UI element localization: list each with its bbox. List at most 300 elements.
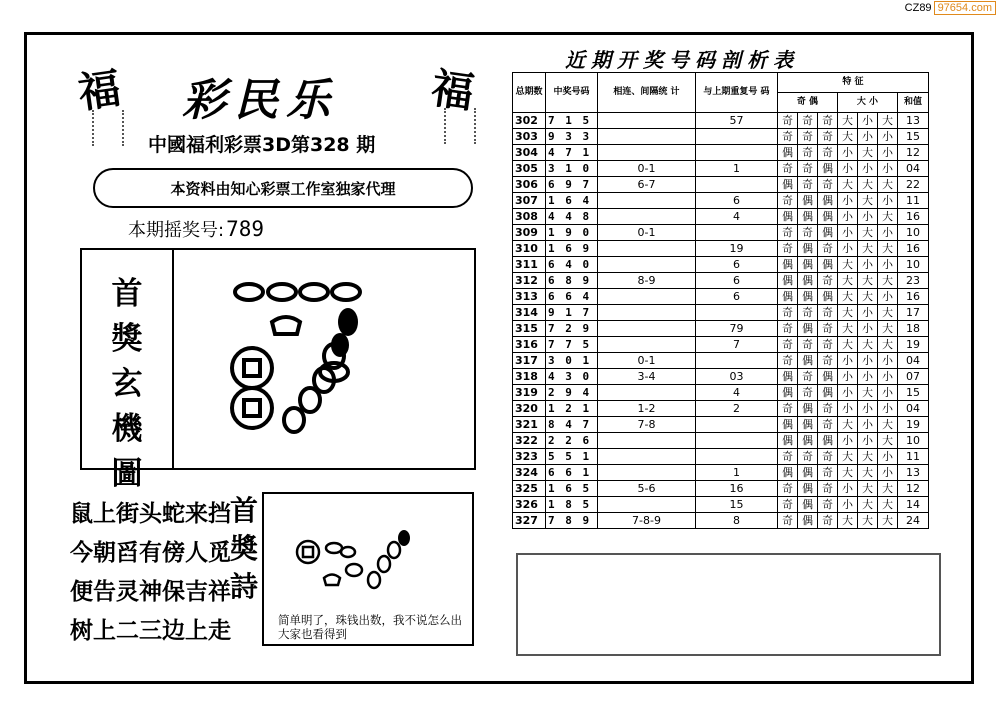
poem-line: 树上二三边上走 bbox=[70, 618, 231, 644]
big-small-cell: 大 bbox=[838, 417, 858, 433]
small-coins-illustration bbox=[294, 528, 424, 598]
table-row bbox=[513, 481, 929, 497]
relation-cell: 6-7 bbox=[598, 177, 696, 193]
big-small-cell: 小 bbox=[838, 145, 858, 161]
repeat-cell: 57 bbox=[696, 113, 778, 129]
odd-even-cell: 偶 bbox=[798, 241, 818, 257]
big-small-cell: 大 bbox=[878, 209, 898, 225]
issue-cell: 309 bbox=[513, 225, 546, 241]
sum-cell: 15 bbox=[898, 129, 929, 145]
table-row bbox=[513, 513, 929, 529]
relation-cell bbox=[598, 193, 696, 209]
header-big-small: 大 小 bbox=[838, 93, 898, 113]
odd-even-cell: 偶 bbox=[778, 177, 798, 193]
repeat-cell: 6 bbox=[696, 273, 778, 289]
sum-cell: 04 bbox=[898, 353, 929, 369]
winning-number-cell: 1 2 1 bbox=[546, 401, 598, 417]
big-small-cell: 大 bbox=[878, 417, 898, 433]
winning-number-cell: 2 9 4 bbox=[546, 385, 598, 401]
big-small-cell: 小 bbox=[878, 369, 898, 385]
repeat-cell: 79 bbox=[696, 321, 778, 337]
big-small-cell: 大 bbox=[858, 241, 878, 257]
agency-notice bbox=[93, 168, 473, 208]
sum-cell: 24 bbox=[898, 513, 929, 529]
big-small-cell: 小 bbox=[878, 225, 898, 241]
sum-cell: 04 bbox=[898, 161, 929, 177]
watermark bbox=[905, 2, 996, 14]
big-small-cell: 大 bbox=[858, 465, 878, 481]
odd-even-cell: 偶 bbox=[778, 465, 798, 481]
odd-even-cell: 奇 bbox=[818, 513, 838, 529]
big-small-cell: 大 bbox=[878, 273, 898, 289]
relation-cell bbox=[598, 465, 696, 481]
odd-even-cell: 偶 bbox=[778, 385, 798, 401]
table-row bbox=[513, 161, 929, 177]
winning-number-cell: 1 6 4 bbox=[546, 193, 598, 209]
header-repeat: 与上期重复号 码 bbox=[696, 73, 778, 113]
odd-even-cell: 奇 bbox=[818, 177, 838, 193]
big-small-cell: 小 bbox=[838, 241, 858, 257]
big-small-cell: 大 bbox=[838, 513, 858, 529]
odd-even-cell: 偶 bbox=[778, 257, 798, 273]
winning-number-cell: 7 1 5 bbox=[546, 113, 598, 129]
big-small-cell: 大 bbox=[878, 241, 898, 257]
analysis-table bbox=[512, 72, 929, 529]
big-small-cell: 小 bbox=[838, 401, 858, 417]
relation-cell: 0-1 bbox=[598, 353, 696, 369]
odd-even-cell: 奇 bbox=[818, 113, 838, 129]
winning-number-cell: 1 6 5 bbox=[546, 481, 598, 497]
big-small-cell: 大 bbox=[878, 337, 898, 353]
winning-number-cell: 9 1 7 bbox=[546, 305, 598, 321]
odd-even-cell: 奇 bbox=[778, 497, 798, 513]
table-row bbox=[513, 209, 929, 225]
odd-even-cell: 奇 bbox=[798, 177, 818, 193]
odd-even-cell: 奇 bbox=[798, 449, 818, 465]
odd-even-cell: 奇 bbox=[778, 129, 798, 145]
odd-even-cell: 偶 bbox=[798, 465, 818, 481]
header-relation: 相连、间隔统 计 bbox=[598, 73, 696, 113]
odd-even-cell: 奇 bbox=[778, 161, 798, 177]
sum-cell: 22 bbox=[898, 177, 929, 193]
odd-even-cell: 奇 bbox=[818, 305, 838, 321]
relation-cell: 7-8 bbox=[598, 417, 696, 433]
odd-even-cell: 偶 bbox=[818, 433, 838, 449]
odd-even-cell: 奇 bbox=[778, 225, 798, 241]
table-body bbox=[513, 113, 929, 529]
big-small-cell: 大 bbox=[858, 145, 878, 161]
big-small-cell: 大 bbox=[838, 257, 858, 273]
odd-even-cell: 奇 bbox=[818, 273, 838, 289]
repeat-cell bbox=[696, 129, 778, 145]
big-small-cell: 大 bbox=[838, 337, 858, 353]
repeat-cell: 6 bbox=[696, 193, 778, 209]
issue-cell: 326 bbox=[513, 497, 546, 513]
puzzle-title bbox=[92, 272, 162, 497]
big-small-cell: 小 bbox=[878, 161, 898, 177]
table-row bbox=[513, 401, 929, 417]
table-row bbox=[513, 241, 929, 257]
big-small-cell: 小 bbox=[878, 465, 898, 481]
big-small-cell: 小 bbox=[838, 209, 858, 225]
relation-cell bbox=[598, 385, 696, 401]
relation-cell: 8-9 bbox=[598, 273, 696, 289]
sum-cell: 17 bbox=[898, 305, 929, 321]
odd-even-cell: 奇 bbox=[778, 305, 798, 321]
repeat-cell: 16 bbox=[696, 481, 778, 497]
winning-number-cell: 6 8 9 bbox=[546, 273, 598, 289]
odd-even-cell: 偶 bbox=[798, 513, 818, 529]
winning-number-cell: 1 6 9 bbox=[546, 241, 598, 257]
sum-cell: 10 bbox=[898, 257, 929, 273]
big-small-cell: 大 bbox=[878, 513, 898, 529]
odd-even-cell: 偶 bbox=[778, 145, 798, 161]
big-small-cell: 大 bbox=[838, 273, 858, 289]
issue-cell: 312 bbox=[513, 273, 546, 289]
agency-notice-text: 本资料由知心彩票工作室独家代理 bbox=[170, 179, 396, 198]
issue-cell: 305 bbox=[513, 161, 546, 177]
odd-even-cell: 偶 bbox=[798, 401, 818, 417]
odd-even-cell: 奇 bbox=[818, 465, 838, 481]
big-small-cell: 小 bbox=[858, 305, 878, 321]
relation-cell bbox=[598, 449, 696, 465]
relation-cell bbox=[598, 257, 696, 273]
big-small-cell: 大 bbox=[878, 113, 898, 129]
odd-even-cell: 偶 bbox=[778, 433, 798, 449]
repeat-cell: 19 bbox=[696, 241, 778, 257]
repeat-cell: 4 bbox=[696, 209, 778, 225]
issue-cell: 316 bbox=[513, 337, 546, 353]
puzzle-title-char: 首 bbox=[111, 276, 143, 312]
winning-number-cell: 4 7 1 bbox=[546, 145, 598, 161]
big-small-cell: 小 bbox=[838, 481, 858, 497]
big-small-cell: 大 bbox=[838, 305, 858, 321]
winning-number-cell: 3 1 0 bbox=[546, 161, 598, 177]
table-row bbox=[513, 465, 929, 481]
header-sum: 和值 bbox=[898, 93, 929, 113]
odd-even-cell: 偶 bbox=[818, 369, 838, 385]
poem-line: 便告灵神保吉祥 bbox=[70, 579, 231, 605]
sum-cell: 12 bbox=[898, 145, 929, 161]
poem-note: 简单明了，珠钱出数，我不说怎么出大家也看得到 bbox=[278, 613, 462, 641]
table-row bbox=[513, 433, 929, 449]
sum-cell: 10 bbox=[898, 225, 929, 241]
big-small-cell: 大 bbox=[858, 481, 878, 497]
sum-cell: 23 bbox=[898, 273, 929, 289]
winning-number-cell: 4 3 0 bbox=[546, 369, 598, 385]
odd-even-cell: 奇 bbox=[818, 401, 838, 417]
puzzle-title-char: 圖 bbox=[111, 456, 143, 492]
winning-number-cell: 7 8 9 bbox=[546, 513, 598, 529]
relation-cell: 3-4 bbox=[598, 369, 696, 385]
poem-line: 今朝舀有傍人觅 bbox=[70, 540, 231, 566]
relation-cell bbox=[598, 129, 696, 145]
poem-title bbox=[226, 492, 262, 606]
issue-subtitle: 中國福利彩票3D第328 期 bbox=[148, 134, 376, 156]
table-row bbox=[513, 225, 929, 241]
odd-even-cell: 奇 bbox=[798, 305, 818, 321]
relation-cell bbox=[598, 497, 696, 513]
big-small-cell: 小 bbox=[838, 353, 858, 369]
winning-number-cell: 7 2 9 bbox=[546, 321, 598, 337]
winning-number-cell: 6 6 1 bbox=[546, 465, 598, 481]
winning-number-cell: 1 9 0 bbox=[546, 225, 598, 241]
odd-even-cell: 偶 bbox=[818, 289, 838, 305]
odd-even-cell: 偶 bbox=[798, 273, 818, 289]
winning-number-cell: 6 6 4 bbox=[546, 289, 598, 305]
header-issue: 总期数 bbox=[513, 73, 546, 113]
odd-even-cell: 偶 bbox=[818, 385, 838, 401]
odd-even-cell: 奇 bbox=[778, 321, 798, 337]
sum-cell: 11 bbox=[898, 449, 929, 465]
repeat-cell bbox=[696, 353, 778, 369]
odd-even-cell: 奇 bbox=[818, 497, 838, 513]
odd-even-cell: 奇 bbox=[798, 369, 818, 385]
big-small-cell: 大 bbox=[858, 513, 878, 529]
sum-cell: 16 bbox=[898, 289, 929, 305]
fu-character-left: 福 bbox=[75, 63, 124, 118]
odd-even-cell: 偶 bbox=[798, 257, 818, 273]
big-small-cell: 小 bbox=[878, 145, 898, 161]
odd-even-cell: 偶 bbox=[778, 369, 798, 385]
odd-even-cell: 奇 bbox=[778, 193, 798, 209]
big-small-cell: 小 bbox=[858, 369, 878, 385]
big-small-cell: 大 bbox=[878, 305, 898, 321]
big-small-cell: 大 bbox=[838, 289, 858, 305]
odd-even-cell: 偶 bbox=[778, 289, 798, 305]
big-small-cell: 大 bbox=[858, 193, 878, 209]
table-row bbox=[513, 353, 929, 369]
relation-cell: 0-1 bbox=[598, 225, 696, 241]
issue-cell: 307 bbox=[513, 193, 546, 209]
repeat-cell: 7 bbox=[696, 337, 778, 353]
big-small-cell: 小 bbox=[878, 257, 898, 273]
odd-even-cell: 奇 bbox=[818, 481, 838, 497]
relation-cell bbox=[598, 321, 696, 337]
big-small-cell: 大 bbox=[858, 177, 878, 193]
repeat-cell: 6 bbox=[696, 289, 778, 305]
odd-even-cell: 偶 bbox=[798, 497, 818, 513]
big-small-cell: 小 bbox=[838, 369, 858, 385]
table-row bbox=[513, 417, 929, 433]
issue-cell: 325 bbox=[513, 481, 546, 497]
relation-cell bbox=[598, 289, 696, 305]
issue-cell: 310 bbox=[513, 241, 546, 257]
big-small-cell: 大 bbox=[858, 449, 878, 465]
odd-even-cell: 奇 bbox=[818, 129, 838, 145]
big-small-cell: 小 bbox=[878, 289, 898, 305]
odd-even-cell: 奇 bbox=[778, 449, 798, 465]
issue-cell: 304 bbox=[513, 145, 546, 161]
header-features: 特 征 bbox=[778, 73, 929, 93]
big-small-cell: 小 bbox=[878, 401, 898, 417]
sum-cell: 14 bbox=[898, 497, 929, 513]
table-row bbox=[513, 129, 929, 145]
tassel-right-icon bbox=[444, 108, 476, 144]
big-small-cell: 小 bbox=[858, 161, 878, 177]
poem-lines bbox=[70, 495, 231, 651]
odd-even-cell: 奇 bbox=[778, 241, 798, 257]
sum-cell: 04 bbox=[898, 401, 929, 417]
odd-even-cell: 偶 bbox=[818, 161, 838, 177]
table-row bbox=[513, 321, 929, 337]
table-row bbox=[513, 337, 929, 353]
odd-even-cell: 奇 bbox=[818, 321, 838, 337]
odd-even-cell: 偶 bbox=[818, 225, 838, 241]
odd-even-cell: 奇 bbox=[818, 241, 838, 257]
issue-cell: 311 bbox=[513, 257, 546, 273]
winning-number-cell: 3 0 1 bbox=[546, 353, 598, 369]
big-small-cell: 小 bbox=[838, 497, 858, 513]
issue-cell: 322 bbox=[513, 433, 546, 449]
odd-even-cell: 奇 bbox=[778, 113, 798, 129]
coins-and-beads-illustration bbox=[174, 250, 474, 468]
big-small-cell: 小 bbox=[878, 193, 898, 209]
draw-number-line bbox=[128, 216, 264, 242]
poem-picture-box bbox=[262, 492, 474, 646]
relation-cell bbox=[598, 145, 696, 161]
sum-cell: 19 bbox=[898, 337, 929, 353]
sum-cell: 15 bbox=[898, 385, 929, 401]
odd-even-cell: 奇 bbox=[818, 337, 838, 353]
big-small-cell: 大 bbox=[858, 289, 878, 305]
winning-number-cell: 7 7 5 bbox=[546, 337, 598, 353]
winning-number-cell: 6 4 0 bbox=[546, 257, 598, 273]
header-odd-even: 奇 偶 bbox=[778, 93, 838, 113]
poem-title-char: 奬 bbox=[229, 532, 258, 565]
odd-even-cell: 偶 bbox=[798, 481, 818, 497]
issue-cell: 315 bbox=[513, 321, 546, 337]
relation-cell bbox=[598, 113, 696, 129]
odd-even-cell: 偶 bbox=[778, 273, 798, 289]
sum-cell: 18 bbox=[898, 321, 929, 337]
odd-even-cell: 偶 bbox=[798, 321, 818, 337]
big-small-cell: 小 bbox=[878, 449, 898, 465]
sum-cell: 07 bbox=[898, 369, 929, 385]
table-row bbox=[513, 177, 929, 193]
watermark-code: CZ89 bbox=[904, 2, 932, 14]
winning-number-cell: 4 4 8 bbox=[546, 209, 598, 225]
table-row bbox=[513, 273, 929, 289]
table-row bbox=[513, 369, 929, 385]
watermark-site: 97654.com bbox=[934, 1, 996, 15]
relation-cell bbox=[598, 433, 696, 449]
odd-even-cell: 偶 bbox=[778, 417, 798, 433]
relation-cell bbox=[598, 337, 696, 353]
repeat-cell bbox=[696, 449, 778, 465]
issue-cell: 302 bbox=[513, 113, 546, 129]
winning-number-cell: 6 9 7 bbox=[546, 177, 598, 193]
table-row bbox=[513, 289, 929, 305]
repeat-cell: 03 bbox=[696, 369, 778, 385]
odd-even-cell: 偶 bbox=[778, 209, 798, 225]
issue-cell: 313 bbox=[513, 289, 546, 305]
big-small-cell: 小 bbox=[858, 113, 878, 129]
issue-cell: 319 bbox=[513, 385, 546, 401]
puzzle-title-char: 機 bbox=[111, 411, 143, 447]
odd-even-cell: 奇 bbox=[818, 449, 838, 465]
big-small-cell: 大 bbox=[838, 449, 858, 465]
big-small-cell: 大 bbox=[878, 321, 898, 337]
repeat-cell bbox=[696, 305, 778, 321]
big-small-cell: 小 bbox=[838, 433, 858, 449]
odd-even-cell: 奇 bbox=[818, 353, 838, 369]
big-small-cell: 小 bbox=[858, 401, 878, 417]
sum-cell: 12 bbox=[898, 481, 929, 497]
big-small-cell: 小 bbox=[858, 417, 878, 433]
big-small-cell: 小 bbox=[838, 161, 858, 177]
big-small-cell: 大 bbox=[838, 465, 858, 481]
odd-even-cell: 奇 bbox=[798, 161, 818, 177]
repeat-cell bbox=[696, 177, 778, 193]
poem-title-char: 詩 bbox=[229, 570, 258, 603]
odd-even-cell: 奇 bbox=[798, 129, 818, 145]
odd-even-cell: 奇 bbox=[798, 385, 818, 401]
big-small-cell: 大 bbox=[858, 385, 878, 401]
odd-even-cell: 奇 bbox=[818, 145, 838, 161]
draw-number: 789 bbox=[226, 217, 265, 241]
odd-even-cell: 偶 bbox=[798, 417, 818, 433]
odd-even-cell: 偶 bbox=[798, 193, 818, 209]
issue-cell: 306 bbox=[513, 177, 546, 193]
odd-even-cell: 偶 bbox=[798, 289, 818, 305]
table-row bbox=[513, 257, 929, 273]
big-small-cell: 小 bbox=[878, 353, 898, 369]
issue-cell: 317 bbox=[513, 353, 546, 369]
poem-line: 鼠上街头蛇来挡 bbox=[70, 501, 231, 527]
puzzle-title-char: 獎 bbox=[111, 321, 143, 357]
big-small-cell: 大 bbox=[858, 497, 878, 513]
table-row bbox=[513, 193, 929, 209]
big-small-cell: 小 bbox=[878, 385, 898, 401]
relation-cell bbox=[598, 305, 696, 321]
repeat-cell: 1 bbox=[696, 465, 778, 481]
table-row bbox=[513, 497, 929, 513]
sum-cell: 13 bbox=[898, 113, 929, 129]
tassel-left-icon bbox=[92, 110, 124, 146]
issue-cell: 318 bbox=[513, 369, 546, 385]
big-small-cell: 大 bbox=[878, 433, 898, 449]
sum-cell: 16 bbox=[898, 209, 929, 225]
big-small-cell: 小 bbox=[858, 257, 878, 273]
sum-cell: 10 bbox=[898, 433, 929, 449]
winning-number-cell: 9 3 3 bbox=[546, 129, 598, 145]
big-small-cell: 小 bbox=[858, 321, 878, 337]
repeat-cell bbox=[696, 417, 778, 433]
repeat-cell: 2 bbox=[696, 401, 778, 417]
sum-cell: 11 bbox=[898, 193, 929, 209]
odd-even-cell: 偶 bbox=[818, 209, 838, 225]
issue-cell: 308 bbox=[513, 209, 546, 225]
table-row bbox=[513, 145, 929, 161]
relation-cell: 7-8-9 bbox=[598, 513, 696, 529]
relation-cell bbox=[598, 241, 696, 257]
odd-even-cell: 奇 bbox=[798, 337, 818, 353]
winning-number-cell: 8 4 7 bbox=[546, 417, 598, 433]
big-small-cell: 大 bbox=[878, 497, 898, 513]
odd-even-cell: 奇 bbox=[798, 113, 818, 129]
repeat-cell: 15 bbox=[696, 497, 778, 513]
issue-cell: 327 bbox=[513, 513, 546, 529]
sum-cell: 19 bbox=[898, 417, 929, 433]
relation-cell: 5-6 bbox=[598, 481, 696, 497]
big-small-cell: 大 bbox=[858, 273, 878, 289]
winning-number-cell: 5 5 1 bbox=[546, 449, 598, 465]
issue-cell: 321 bbox=[513, 417, 546, 433]
table-row bbox=[513, 113, 929, 129]
sum-cell: 13 bbox=[898, 465, 929, 481]
repeat-cell bbox=[696, 433, 778, 449]
